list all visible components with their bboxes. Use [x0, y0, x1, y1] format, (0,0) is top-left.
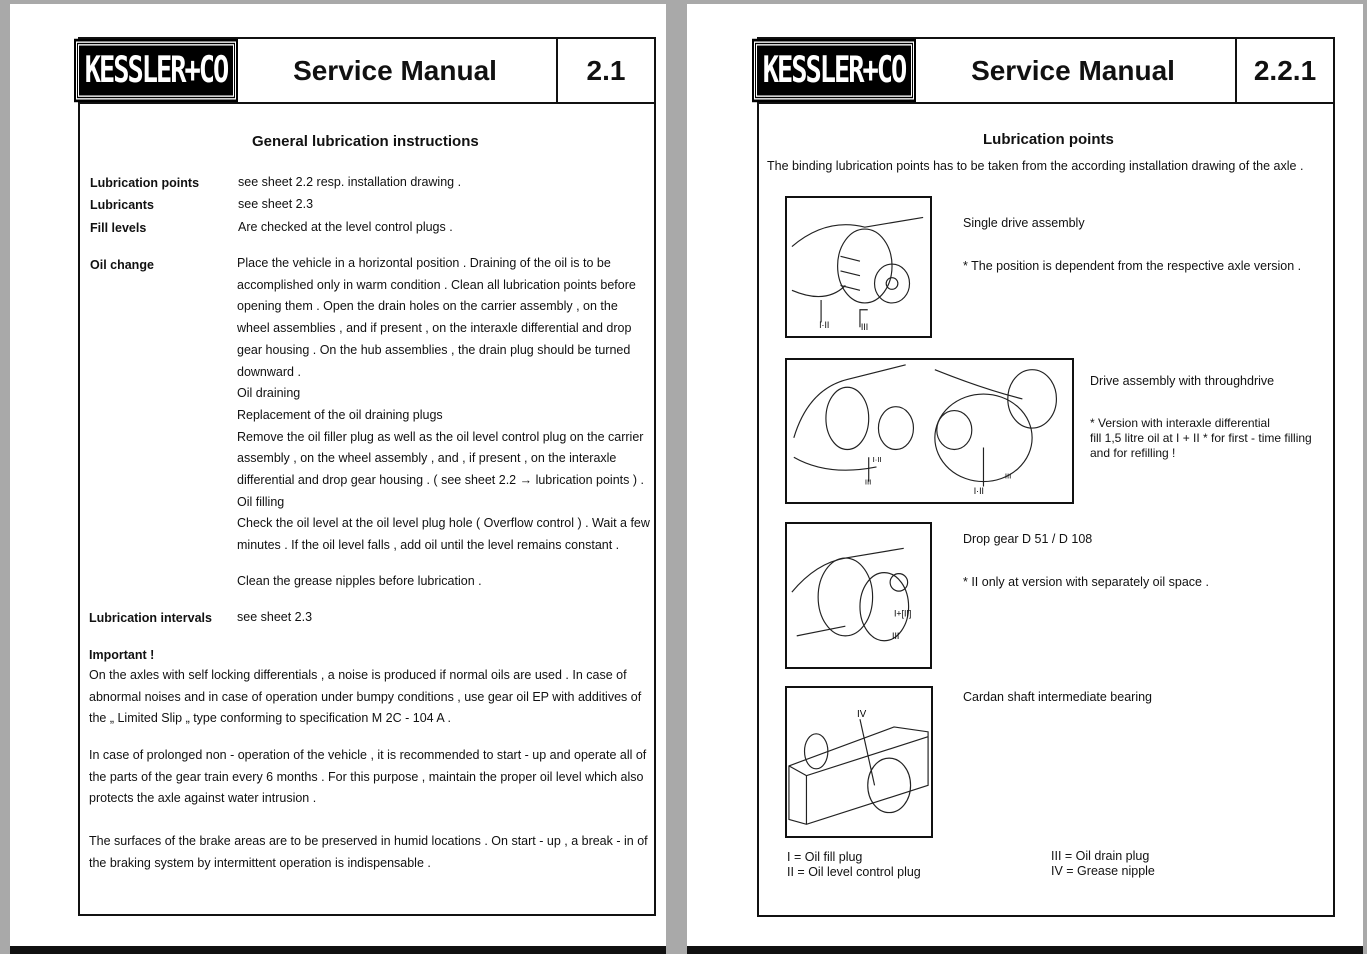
legend-item: IV = Grease nipple	[1051, 864, 1155, 878]
svg-text:I+[II]: I+[II]	[894, 608, 912, 619]
section-title: Drive assembly with throughdrive	[1090, 374, 1275, 388]
section-heading: Lubrication points	[983, 131, 1114, 148]
section-title: Drop gear D 51 / D 108	[963, 532, 1093, 546]
axle-drawing	[787, 688, 931, 836]
grease-note: Clean the grease nipples before lubrication .	[237, 574, 482, 588]
sheet-header	[80, 39, 654, 104]
line: the braking system by intermittent operation is indispensable .	[89, 855, 431, 870]
brake-text	[89, 831, 654, 874]
kessler-logo: KESSLER+CO	[754, 41, 915, 99]
row-value: see sheet 2.2 resp. installation drawing .	[238, 175, 462, 189]
section-note: * II only at version with separately oil space .	[963, 575, 1209, 589]
important-heading: Important !	[89, 648, 155, 662]
page-bottom-edge	[10, 946, 666, 954]
important-text	[89, 665, 654, 730]
sheet-number: 2.2.1	[1253, 54, 1317, 86]
line: opening them . Open the drain holes on the carrier assembly , on the	[237, 299, 618, 314]
section-title: Single drive assembly	[963, 216, 1085, 230]
line: On the axles with self locking differentials , a noise is produced if normal oils are used . In case of	[89, 668, 627, 682]
legend-item: I = Oil fill plug	[787, 850, 863, 864]
svg-text:III: III	[1004, 471, 1012, 481]
legend-item: II = Oil level control plug	[787, 865, 921, 879]
row-value: see sheet 2.3	[238, 197, 314, 211]
line: The surfaces of the brake areas are to be preserved in humid locations . On start - up , a break - in of	[89, 834, 648, 848]
oil-change-label: Oil change	[90, 258, 154, 272]
fig-label: I·II	[819, 320, 830, 331]
line: the parts of the gear train every 6 months . For this purpose , maintain the proper oil level which also	[89, 769, 644, 784]
svg-text:I·II: I·II	[973, 486, 984, 497]
line: minutes . If the oil level falls , add oil until the level remains constant .	[237, 538, 620, 553]
row-value: Are checked at the level control plugs .	[238, 220, 453, 234]
non-operation-text	[89, 745, 654, 810]
svg-text:I·II: I·II	[872, 455, 882, 465]
throughdrive-figure	[785, 358, 1074, 504]
header-title: Service Manual	[911, 39, 1237, 102]
intervals-label: Lubrication intervals	[89, 611, 212, 625]
line: Remove the oil filler plug as well as the oil level control plug on the carrier	[237, 429, 644, 444]
cardan-bearing-figure	[785, 686, 933, 838]
section-note: * The position is dependent from the respective axle version .	[963, 259, 1302, 273]
logo-cell	[80, 39, 234, 102]
logo-cell	[759, 39, 911, 102]
line: assembly , on the wheel assembly , and , if present , on the interaxle	[237, 451, 617, 466]
axle-drawing	[787, 360, 1072, 502]
line: Check the oil level at the oil level plug hole ( Overflow control ) . Wait a few	[237, 516, 650, 531]
section-note	[1090, 416, 1312, 461]
oil-change-text	[237, 253, 657, 557]
line: wheel assemblies , and if present , on the interaxle differential and drop	[237, 321, 632, 336]
line: differential and drop gear housing . ( see sheet 2.2 → lubrication points ) .	[237, 473, 644, 488]
line: Place the vehicle in a horizontal position . Draining of the oil is to be	[237, 256, 611, 270]
intervals-value: see sheet 2.3	[237, 610, 313, 624]
page-bottom-edge	[687, 946, 1363, 954]
drop-gear-figure	[785, 522, 932, 669]
svg-text:III: III	[860, 322, 869, 333]
row-label: Fill levels	[90, 221, 147, 235]
line: the „ Limited Slip „ type conforming to specification M 2C - 104 A .	[89, 711, 451, 726]
line: accomplished only in warm condition . Clean all lubrication points before	[237, 277, 636, 292]
svg-text:III: III	[864, 477, 872, 487]
intro-text: The binding lubrication points has to be taken from the according installation drawing of the axle .	[767, 159, 1304, 173]
single-drive-figure	[785, 196, 932, 338]
sheet-header	[759, 39, 1333, 104]
line: In case of prolonged non - operation of the vehicle , it is recommended to start - up and operate all of	[89, 748, 647, 762]
row-label: Lubrication points	[90, 176, 200, 190]
line: fill 1,5 litre oil at I + II * for first - time filling	[1090, 431, 1312, 445]
axle-drawing	[787, 524, 930, 667]
line: * Version with interaxle differential	[1090, 416, 1270, 430]
section-heading: General lubrication instructions	[252, 133, 479, 150]
svg-text:IV: IV	[857, 709, 867, 721]
line: Replacement of the oil draining plugs	[237, 407, 443, 422]
section-title: Cardan shaft intermediate bearing	[963, 690, 1153, 704]
line: Oil filling	[237, 494, 285, 509]
line: Oil draining	[237, 386, 301, 401]
line: downward .	[237, 364, 301, 379]
legend-item: III = Oil drain plug	[1051, 849, 1150, 863]
sheet-number: 2.1	[586, 54, 626, 86]
line: gear housing . On the hub assemblies , the drain plug should be turned	[237, 342, 631, 357]
header-title: Service Manual	[234, 39, 558, 102]
row-label: Lubricants	[90, 198, 154, 212]
svg-text:III: III	[892, 630, 900, 641]
line: protects the axle against water intrusion .	[89, 791, 317, 806]
axle-drawing	[787, 198, 930, 336]
line: abnormal noises and in case of operation under bumpy conditions , use gear oil EP with additives of	[89, 689, 642, 704]
line: and for refilling !	[1090, 446, 1176, 460]
kessler-logo: KESSLER+CO	[76, 41, 237, 99]
